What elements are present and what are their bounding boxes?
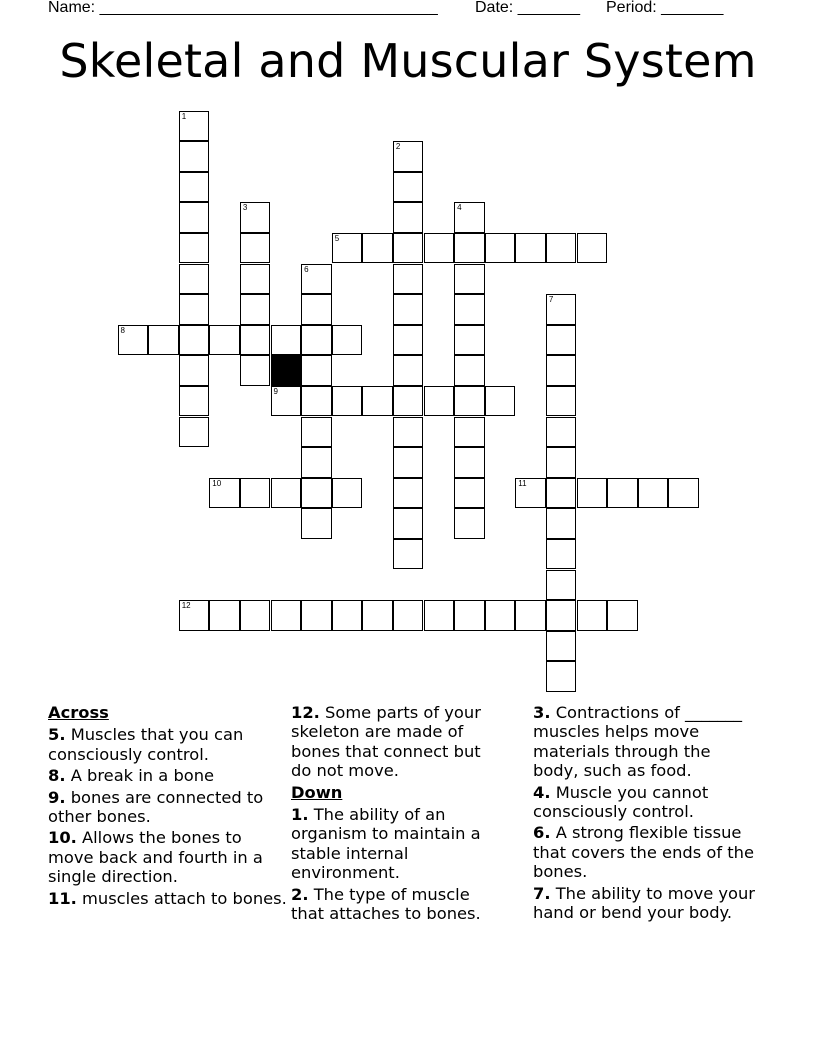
across-heading: Across (48, 703, 109, 722)
grid-cell[interactable] (179, 294, 210, 325)
grid-cell[interactable] (454, 233, 485, 264)
clue-down-4: 4. Muscle you cannot consciously control. (533, 782, 709, 822)
grid-cell[interactable] (424, 386, 455, 417)
clue-across-9: 9. bones are connected to other bones. (48, 787, 264, 827)
grid-cell[interactable] (393, 600, 424, 631)
grid-cell[interactable] (577, 478, 608, 509)
grid-cell[interactable] (179, 202, 210, 233)
grid-cell[interactable] (546, 478, 577, 509)
grid-cell-number: 11 (518, 478, 527, 488)
grid-cell[interactable] (668, 478, 699, 509)
grid-cell[interactable] (393, 447, 424, 478)
grid-cell[interactable] (301, 447, 332, 478)
grid-cell[interactable] (393, 325, 424, 356)
grid-cell[interactable] (240, 600, 271, 631)
grid-cell[interactable] (301, 355, 332, 386)
grid-cell[interactable] (179, 325, 210, 356)
grid-cell[interactable] (485, 233, 516, 264)
grid-cell[interactable] (577, 600, 608, 631)
period-field-label[interactable]: Period: _______ (606, 0, 724, 16)
grid-cell[interactable] (271, 386, 302, 417)
grid-cell[interactable] (332, 600, 363, 631)
grid-cell[interactable] (209, 478, 240, 509)
grid-cell[interactable] (515, 478, 546, 509)
grid-cell[interactable] (240, 233, 271, 264)
grid-cell[interactable] (393, 294, 424, 325)
grid-cell[interactable] (240, 202, 271, 233)
grid-cell[interactable] (546, 386, 577, 417)
grid-cell[interactable] (118, 325, 149, 356)
grid-cell[interactable] (485, 600, 516, 631)
grid-cell[interactable] (393, 539, 424, 570)
grid-cell[interactable] (454, 447, 485, 478)
grid-cell[interactable] (607, 600, 638, 631)
clue-across-10: 10. Allows the bones to move back and fourth in a single direction. (48, 828, 263, 887)
grid-cell[interactable] (607, 478, 638, 509)
grid-cell[interactable] (179, 417, 210, 448)
grid-cell-number: 3 (242, 203, 248, 213)
grid-cell[interactable] (546, 325, 577, 356)
grid-cell[interactable] (240, 294, 271, 325)
clue-across-11: 11. muscles attach to bones. (48, 888, 287, 908)
clue-down-1: 1. The ability of an organism to maintain a stable internal environment. (291, 805, 481, 883)
grid-cell[interactable] (454, 202, 485, 233)
grid-cell-number: 8 (120, 325, 125, 335)
grid-cell[interactable] (393, 355, 424, 386)
grid-cell[interactable] (179, 172, 210, 203)
grid-cell[interactable] (485, 386, 516, 417)
grid-cell[interactable] (332, 233, 363, 264)
grid-cell[interactable] (577, 233, 608, 264)
grid-cell[interactable] (179, 600, 210, 631)
grid-cell-number: 7 (548, 295, 554, 305)
page-title: Skeletal and Muscular System (59, 34, 757, 88)
grid-cell[interactable] (362, 386, 393, 417)
grid-cell[interactable] (393, 202, 424, 233)
grid-cell[interactable] (393, 264, 424, 295)
grid-cell[interactable] (179, 233, 210, 264)
date-field-label[interactable]: Date: _______ (475, 0, 580, 16)
grid-cell[interactable] (301, 600, 332, 631)
grid-cell[interactable] (393, 172, 424, 203)
grid-cell-number: 12 (181, 601, 191, 611)
grid-cell[interactable] (454, 264, 485, 295)
grid-cell-number: 10 (212, 478, 222, 488)
grid-cell[interactable] (546, 447, 577, 478)
grid-cell[interactable] (546, 661, 577, 692)
grid-cell[interactable] (393, 141, 424, 172)
grid-cell[interactable] (240, 355, 271, 386)
grid-cell[interactable] (301, 508, 332, 539)
clue-across-12: 12. Some parts of your skeleton are made of bones that connect but do not move. (291, 703, 481, 781)
grid-cell[interactable] (638, 478, 669, 509)
clue-column-2 (291, 703, 506, 925)
grid-cell-number: 9 (273, 386, 278, 396)
clue-across-5: 5. Muscles that you can consciously control. (48, 725, 244, 764)
clue-down-7: 7. The ability to move your hand or bend your body. (533, 883, 756, 923)
grid-cell[interactable] (332, 325, 363, 356)
grid-cell[interactable] (179, 386, 210, 417)
grid-cell[interactable] (271, 600, 302, 631)
grid-cell-number: 1 (181, 111, 187, 121)
clue-across-8: 8. A break in a bone (48, 766, 215, 786)
grid-cell[interactable] (209, 325, 240, 356)
grid-cell[interactable] (454, 355, 485, 386)
grid-cell[interactable] (271, 325, 302, 356)
grid-cell[interactable] (362, 233, 393, 264)
grid-cell[interactable] (271, 478, 302, 509)
grid-cell[interactable] (179, 355, 210, 386)
grid-cell[interactable] (393, 417, 424, 448)
grid-cell[interactable] (424, 233, 455, 264)
grid-cell[interactable] (393, 233, 424, 264)
grid-cell[interactable] (454, 325, 485, 356)
clue-down-6: 6. A strong flexible tissue that covers the ends of the bones. (533, 823, 754, 882)
grid-cell[interactable] (546, 417, 577, 448)
grid-cell[interactable] (362, 600, 393, 631)
clue-column-1 (48, 703, 288, 910)
grid-cell[interactable] (209, 600, 240, 631)
clue-down-3: 3. Contractions of _______ muscles helps move materials through the body, such as food. (533, 703, 743, 781)
grid-cell-number: 5 (334, 233, 340, 243)
grid-cell[interactable] (301, 294, 332, 325)
grid-cell[interactable] (546, 631, 577, 662)
grid-cell[interactable] (454, 294, 485, 325)
grid-cell[interactable] (546, 570, 577, 601)
clue-column-3 (533, 703, 758, 924)
grid-cell[interactable] (454, 478, 485, 509)
grid-cell[interactable] (240, 264, 271, 295)
grid-cell[interactable] (393, 386, 424, 417)
grid-cell[interactable] (454, 417, 485, 448)
grid-cell[interactable] (546, 294, 577, 325)
grid-cell[interactable] (546, 355, 577, 386)
grid-cell[interactable] (301, 478, 332, 509)
grid-cell[interactable] (301, 264, 332, 295)
grid-cell[interactable] (301, 386, 332, 417)
grid-cell[interactable] (454, 600, 485, 631)
grid-cell[interactable] (546, 600, 577, 631)
down-heading: Down (291, 782, 343, 802)
grid-cell-number: 2 (395, 142, 401, 152)
grid-cell-number: 6 (304, 264, 309, 274)
grid-cell[interactable] (240, 325, 271, 356)
grid-cell[interactable] (515, 600, 546, 631)
grid-cell-number: 4 (457, 203, 462, 213)
grid-cell[interactable] (332, 386, 363, 417)
grid-cell[interactable] (393, 508, 424, 539)
grid-cell[interactable] (179, 264, 210, 295)
grid-cell[interactable] (515, 233, 546, 264)
grid-cell[interactable] (240, 478, 271, 509)
grid-cell[interactable] (454, 508, 485, 539)
grid-cell[interactable] (546, 233, 577, 264)
clue-down-2: 2. The type of muscle that attaches to bones. (291, 884, 481, 924)
grid-cell[interactable] (332, 478, 363, 509)
black-square (271, 355, 302, 386)
grid-cell[interactable] (179, 111, 210, 142)
grid-cell[interactable] (546, 539, 577, 570)
grid-cell[interactable] (454, 386, 485, 417)
name-field-label[interactable]: Name: ______________________________________ (48, 0, 438, 16)
grid-cell[interactable] (301, 417, 332, 448)
grid-cell[interactable] (179, 141, 210, 172)
grid-cell[interactable] (301, 325, 332, 356)
grid-cell[interactable] (546, 508, 577, 539)
grid-cell[interactable] (393, 478, 424, 509)
grid-cell[interactable] (148, 325, 179, 356)
grid-cell[interactable] (424, 600, 455, 631)
